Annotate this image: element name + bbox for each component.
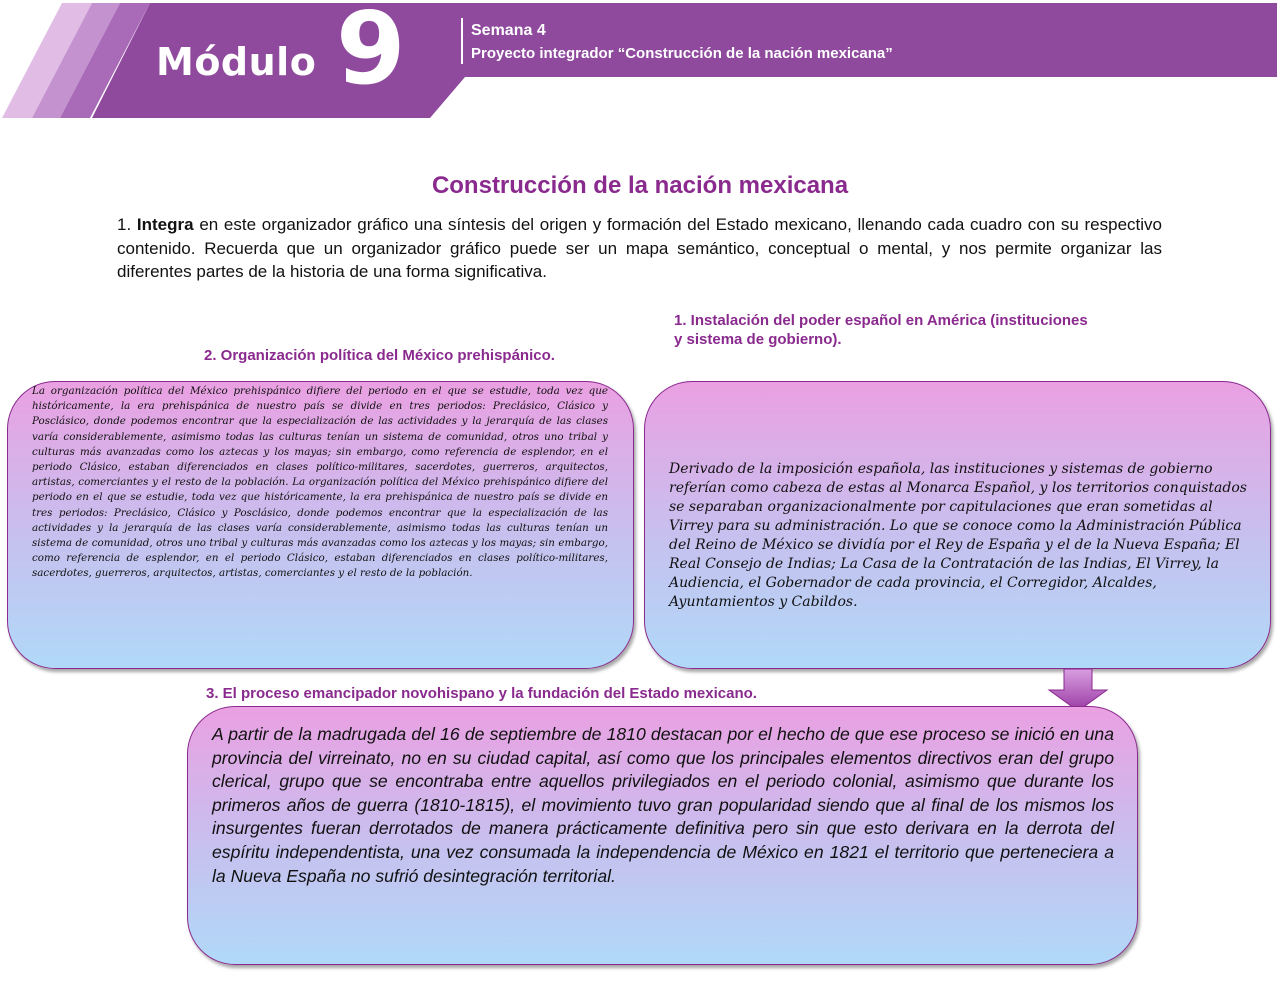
- heading-installation-line1: 1. Instalación del poder español en América (instituciones: [674, 312, 1088, 329]
- prehispanic-text: La organización política del México prehispánico difiere del periodo en el que se estudie, toda vez que históricamente, la era prehispánica de nuestro país se divide en tres periodos: Preclásico, Clásico y Posclásico, donde podemos encontrar que la especialización de las actividades y la jerarquía de las clases varía considerablemente, asimismo todas las culturas tenían un sistema de comunidad, otros uno tribal y culturas más avanzadas como los aztecas y los mayas; sin embargo, como referencia de esplendor, en el periodo Clásico, estaban diferenciados en clases político-militares, sacerdotes, guerreros, arquitectos, artistas, comerciantes y el resto de la población. La organización política del México prehispánico difiere del periodo en el que se estudie, toda vez que históricamente, la era prehispánica de nuestro país se divide en tres periodos: Preclásico, Clásico y Posclásico, donde podemos encontrar que la especialización de las actividades y la jerarquía de las clases varía considerablemente, asimismo todas las culturas tenían un sistema de comunidad, otros uno tribal y culturas más avanzadas como los aztecas y los mayas; sin embargo, como referencia de esplendor, en el periodo Clásico, estaban diferenciados en clases político-militares, sacerdotes, guerreros, arquitectos, artistas, comerciantes y el resto de la población.: [32, 385, 608, 580]
- module-banner: [0, 0, 1280, 122]
- instructions-paragraph: [117, 213, 1162, 284]
- instruction-number: 1.: [117, 215, 132, 234]
- heading-installation: [674, 311, 1088, 349]
- heading-prehispanic: 2. Organización política del México prehispánico.: [204, 347, 555, 364]
- box-emancipation: [187, 706, 1138, 965]
- instruction-verb: Integra: [136, 215, 194, 234]
- box-prehispanic: [7, 381, 634, 669]
- project-title: Proyecto integrador “Construcción de la nación mexicana”: [471, 45, 893, 62]
- banner-divider: [461, 18, 463, 64]
- installation-text: Derivado de la imposición española, las instituciones y sistemas de gobierno referían como cabeza de estas al Monarca Español, y los territorios conquistados se separaban organizacionalmente por capitulaciones que eran sometidas al Virrey para su administración. Lo que se conoce como la Administración Pública del Reino de México se dividía por el Rey de España y el de la Nueva España; El Real Consejo de Indias; La Casa de la Contratación de las Indias, El Virrey, la Audiencia, el Gobernador de cada provincia, el Corregidor, Alcaldes, Ayuntamientos y Cabildos.: [669, 461, 1247, 610]
- heading-installation-line2: y sistema de gobierno).: [674, 331, 842, 348]
- module-label: Módulo: [156, 40, 317, 84]
- instruction-text: en este organizador gráfico una síntesis del origen y formación del Estado mexicano, llenando cada cuadro con su respectivo contenido. Recuerda que un organizador gráfico puede ser un mapa semántico, conceptual o mental, y nos permite organizar las diferentes partes de la historia de una forma significativa.: [117, 215, 1162, 281]
- emancipation-text: A partir de la madrugada del 16 de septiembre de 1810 destacan por el hecho de que ese proceso se inició en una provincia del virreinato, no en su ciudad capital, así como que los principales elementos directivos eran del grupo clerical, grupo que se encontraba entre aquellos privilegiados en el periodo colonial, asimismo que durante los primeros años de guerra (1810-1815), el movimiento tuvo gran popularidad siendo que al final de los mismos los insurgentes fueran derrotados de manera prácticamente definitiva pero sin que esto derivara en la derrota del espíritu independentista, una vez consumada la independencia de México en 1821 el territorio que perteneciera a la Nueva España no sufrió desintegración territorial.: [212, 724, 1114, 886]
- document-title: Construcción de la nación mexicana: [431, 172, 849, 199]
- week-label: Semana 4: [471, 22, 546, 39]
- module-number: 9: [336, 0, 406, 107]
- box-installation: [644, 381, 1271, 669]
- heading-emancipation: 3. El proceso emancipador novohispano y la fundación del Estado mexicano.: [206, 685, 757, 702]
